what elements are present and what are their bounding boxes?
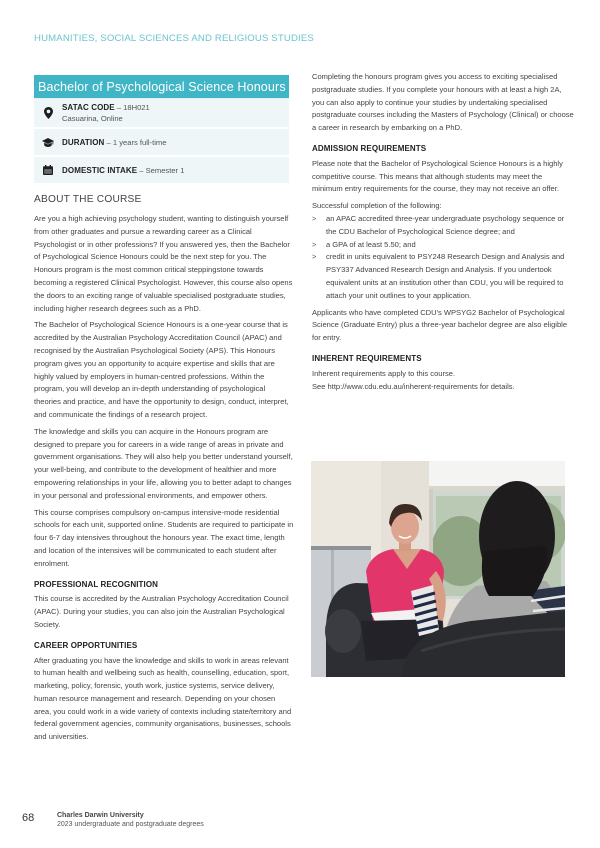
right-column [312,71,574,393]
list-item [312,251,574,302]
inherent-suffix: for details. [477,381,515,391]
duration-label: DURATION [62,137,105,147]
separator: – [104,137,113,147]
inherent-prefix: See [312,381,328,391]
admission-outro: Applicants who have completed CDU's WPSYG2 Bachelor of Psychological Science (Graduate Entry) plus a three-year bachelor degree are also eligible for entry. [312,307,568,343]
honours-intro-text: Completing the honours program gives you access to exciting specialised postgraduate studies. If you complete your honours with at least a high 2A, you can also apply to continue your studies by undertaking specialised postgraduate courses including the Masters of Psychology (Clinical) or choose a career in research by embarking on a PhD. [312,72,574,133]
bullet-text: credit in units equivalent to PSY248 Research Design and Analysis and PSY337 Advanced Research Design and Analysis. If you undertook equivalent units at an institution other than CDU, you will be required to attach your unit outlines to your application. [326,252,565,300]
professional-recognition-text: This course is accredited by the Australian Psychology Accreditation Council (APAC). During your studies, you can also join the Australian Psychological Society. [34,594,289,629]
inherent-heading: INHERENT REQUIREMENTS [312,353,422,363]
footer-publication [57,811,204,829]
separator: – [137,165,146,175]
career-opportunities-text: After graduating you have the knowledge and skills to work in areas relevant to human health and wellbeing such as health, counselling, education, sport, marketing, policy, forensic, youth work, justice systems, service delivery, human resource management and research. Depending on your chosen area, you could work in a wide variety of contexts including state/territory and federal government agencies, community organisations, businesses, schools and universities. [34,655,292,742]
about-paragraph: The Bachelor of Psychological Science Honours is a one-year course that is accredited by the Australian Psychology Accreditation Council (APAC) and recognised by the Australian Psychological Society (APS). This Honours program gives you an opportunity to acquire expertise and skills that are highly valued by employers in human-centred professions. Within the program, you will develop an in-depth understanding of psychological theories and practice, and have the opportunity to design, conduct, interpret, and communicate the findings of a research project. [34,320,289,419]
intake-label: DOMESTIC INTAKE [62,165,138,175]
intake-row [34,157,289,185]
about-paragraph: Are you a high achieving psychology student, wanting to distinguish yourself from other graduates and pursue a rewarding career as a Clinical Psychologist or in other professions? If you answered yes, then the Bachelor of Psychological Science Honours could be the next step for you. The Honours program is the most common critical steppingstone towards becoming a registered Clinical Psychologist. However, this course also opens the doors to an exciting range of valuable specialised postgraduate studies, including higher research degrees such as a PhD. [34,214,293,313]
admission-intro: Please note that the Bachelor of Psychological Science Honours is a highly competitive course. This means that although students may meet the minimum entry requirements for the course, they may not receive an offer. [312,158,563,194]
about-paragraph: This course comprises compulsory on-campus intensive-mode residential schools for each unit, supported online. Students are required to participate in four 6-7 day intensives throughout the honours year. The exact time, length and location of the intensives will be communicated to each student after enrolment. [34,507,294,568]
calendar-icon [34,165,62,175]
career-opportunities-heading: CAREER OPPORTUNITIES [34,640,138,650]
admission-bullets [312,213,574,303]
list-item [312,213,574,239]
about-heading: ABOUT THE COURSE [34,194,142,205]
section-title: HUMANITIES, SOCIAL SCIENCES AND RELIGIOUS STUDIES [34,33,314,44]
professional-recognition-heading: PROFESSIONAL RECOGNITION [34,579,159,589]
inherent-line-2 [312,381,574,394]
separator: – [114,103,124,112]
duration-row [34,129,289,157]
publication-title: 2023 undergraduate and postgraduate degrees [57,821,204,828]
university-name: Charles Darwin University [57,812,144,819]
list-item [312,239,574,252]
bullet-marker: > [312,213,317,223]
counselling-photo [311,461,565,677]
graduation-cap-icon [34,138,62,147]
satac-label: SATAC CODE [62,103,115,112]
inherent-requirements-link[interactable]: http://www.cdu.edu.au/inherent-requirements [327,381,478,391]
admission-lead: Successful completion of the following: [312,201,442,211]
bullet-marker: > [312,252,317,262]
page-number: 68 [22,812,35,824]
satac-code-row [34,99,289,129]
admission-heading: ADMISSION REQUIREMENTS [312,143,427,153]
campus-locations: Casuarina, Online [62,114,123,123]
inherent-line-1: Inherent requirements apply to this course. [312,368,456,378]
intake-value: Semester 1 [145,165,185,175]
left-column [34,193,294,748]
duration-value: 1 years full-time [112,137,167,147]
bullet-marker: > [312,239,317,249]
satac-value: 18H021 [123,103,150,112]
photo-illustration [311,461,565,677]
map-pin-icon [34,107,62,119]
bullet-text: an APAC accredited three-year undergraduate psychology sequence or the CDU Bachelor of Psychological Science degree; and [326,213,565,236]
bullet-text: a GPA of at least 5.50; and [326,239,416,249]
course-title: Bachelor of Psychological Science Honours [34,75,289,99]
course-info-box [34,75,289,185]
about-paragraph: The knowledge and skills you can acquire in the Honours program are designed to prepare you for careers in a wide range of areas in private and government organisations. They will also help you better understand yourself, your well-being, and contribute to the development of healthier and more empowering relationships in your life, allowing you to better adapt to changes in your personal and professional environments, and empower others. [34,426,293,500]
